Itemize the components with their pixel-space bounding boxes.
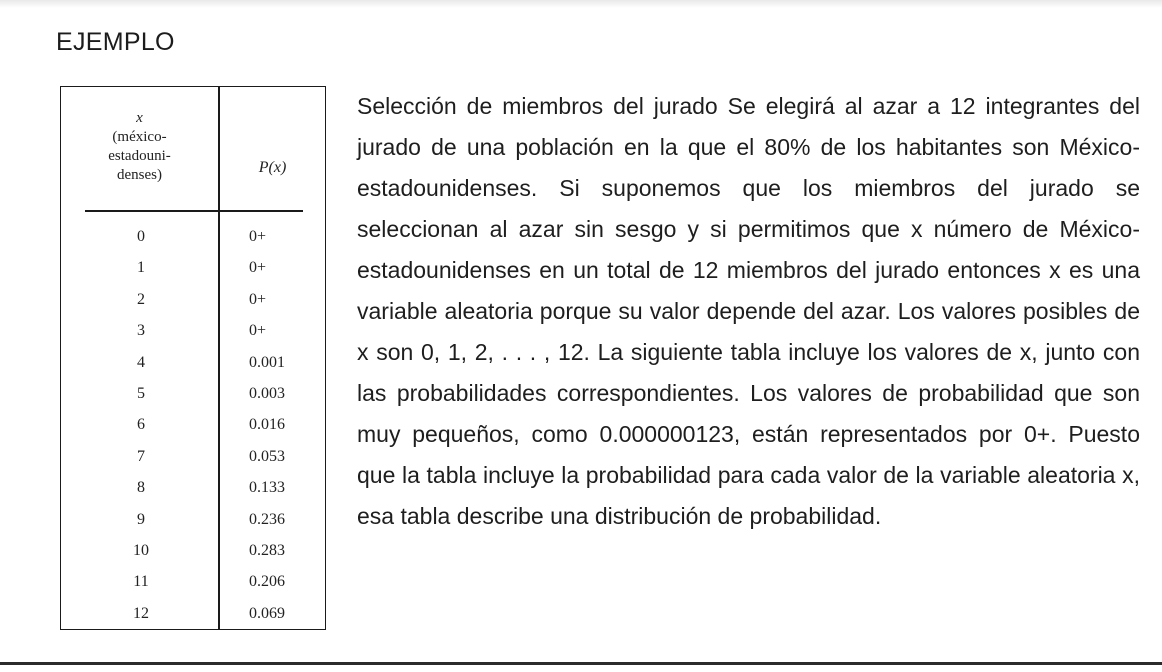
table-cell-probability: 0+ <box>249 259 267 277</box>
table-cell-probability: 0.016 <box>249 416 285 434</box>
probability-table <box>60 86 326 630</box>
table-cell-x: 11 <box>133 573 149 591</box>
header-x-line3: denses) <box>117 167 162 183</box>
table-cell-x: 10 <box>133 542 149 559</box>
example-paragraph <box>357 86 1140 537</box>
header-x <box>61 109 218 185</box>
table-cell-probability: 0.001 <box>249 353 285 371</box>
table-cell-x: 7 <box>137 447 145 465</box>
table-cell-x: 6 <box>137 416 145 434</box>
table-cell-probability: 0.236 <box>249 510 285 528</box>
table-cell-probability: 0+ <box>249 290 267 308</box>
header-x-variable: x <box>136 110 143 126</box>
paragraph-text: Selección de miembros del jurado Se elegirá al azar a 12 integrantes del jurado de una población en la que el 80% de los habitantes son México-estadounidenses. Si suponemos que los miembros del jurado se seleccionan al azar sin sesgo y si permitimos que x número de México-estadounidenses en un total de 12 miembros del jurado entonces x es una variable aleatoria porque su valor depende del azar. Los valores posibles de x son 0, 1, 2, . . . , 12. La siguiente tabla incluye los valores de x, junto con las probabilidades correspondientes. Los valores de probabilidad que son muy pequeños, como 0.000000123, están representados por 0+. Puesto que la tabla incluye la probabilidad para cada valor de la variable aleatoria x, esa tabla describe una distribución de probabilidad. <box>357 93 1140 529</box>
header-rule <box>85 210 303 212</box>
table-cell-probability: 0.283 <box>249 542 285 559</box>
table-cell-probability: 0+ <box>249 322 267 340</box>
table-cell-x: 1 <box>137 259 145 277</box>
table-cell-probability: 0.206 <box>249 573 285 591</box>
table-cell-x: 12 <box>133 604 149 622</box>
table-cell-x: 5 <box>137 385 145 402</box>
header-x-line1: (méxico- <box>112 129 167 145</box>
table-cell-x: 4 <box>137 353 145 371</box>
table-cell-probability: 0.003 <box>249 385 285 402</box>
table-cell-probability: 0+ <box>249 228 267 245</box>
table-cell-x: 9 <box>137 510 145 528</box>
table-cell-x: 3 <box>137 322 145 340</box>
section-heading: EJEMPLO <box>56 28 175 56</box>
table-cell-x: 0 <box>137 228 145 245</box>
header-probability-label: P(x) <box>258 159 287 176</box>
table-cell-probability: 0.133 <box>249 479 285 497</box>
header-x-line2: estadouni- <box>108 148 171 164</box>
bottom-rule <box>0 662 1162 665</box>
table-cell-x: 8 <box>137 479 145 497</box>
table-cell-probability: 0.069 <box>249 604 285 622</box>
table-cell-x: 2 <box>137 290 145 308</box>
top-edge-shadow <box>0 0 1162 8</box>
header-probability <box>218 159 327 177</box>
table-cell-probability: 0.053 <box>249 447 285 465</box>
